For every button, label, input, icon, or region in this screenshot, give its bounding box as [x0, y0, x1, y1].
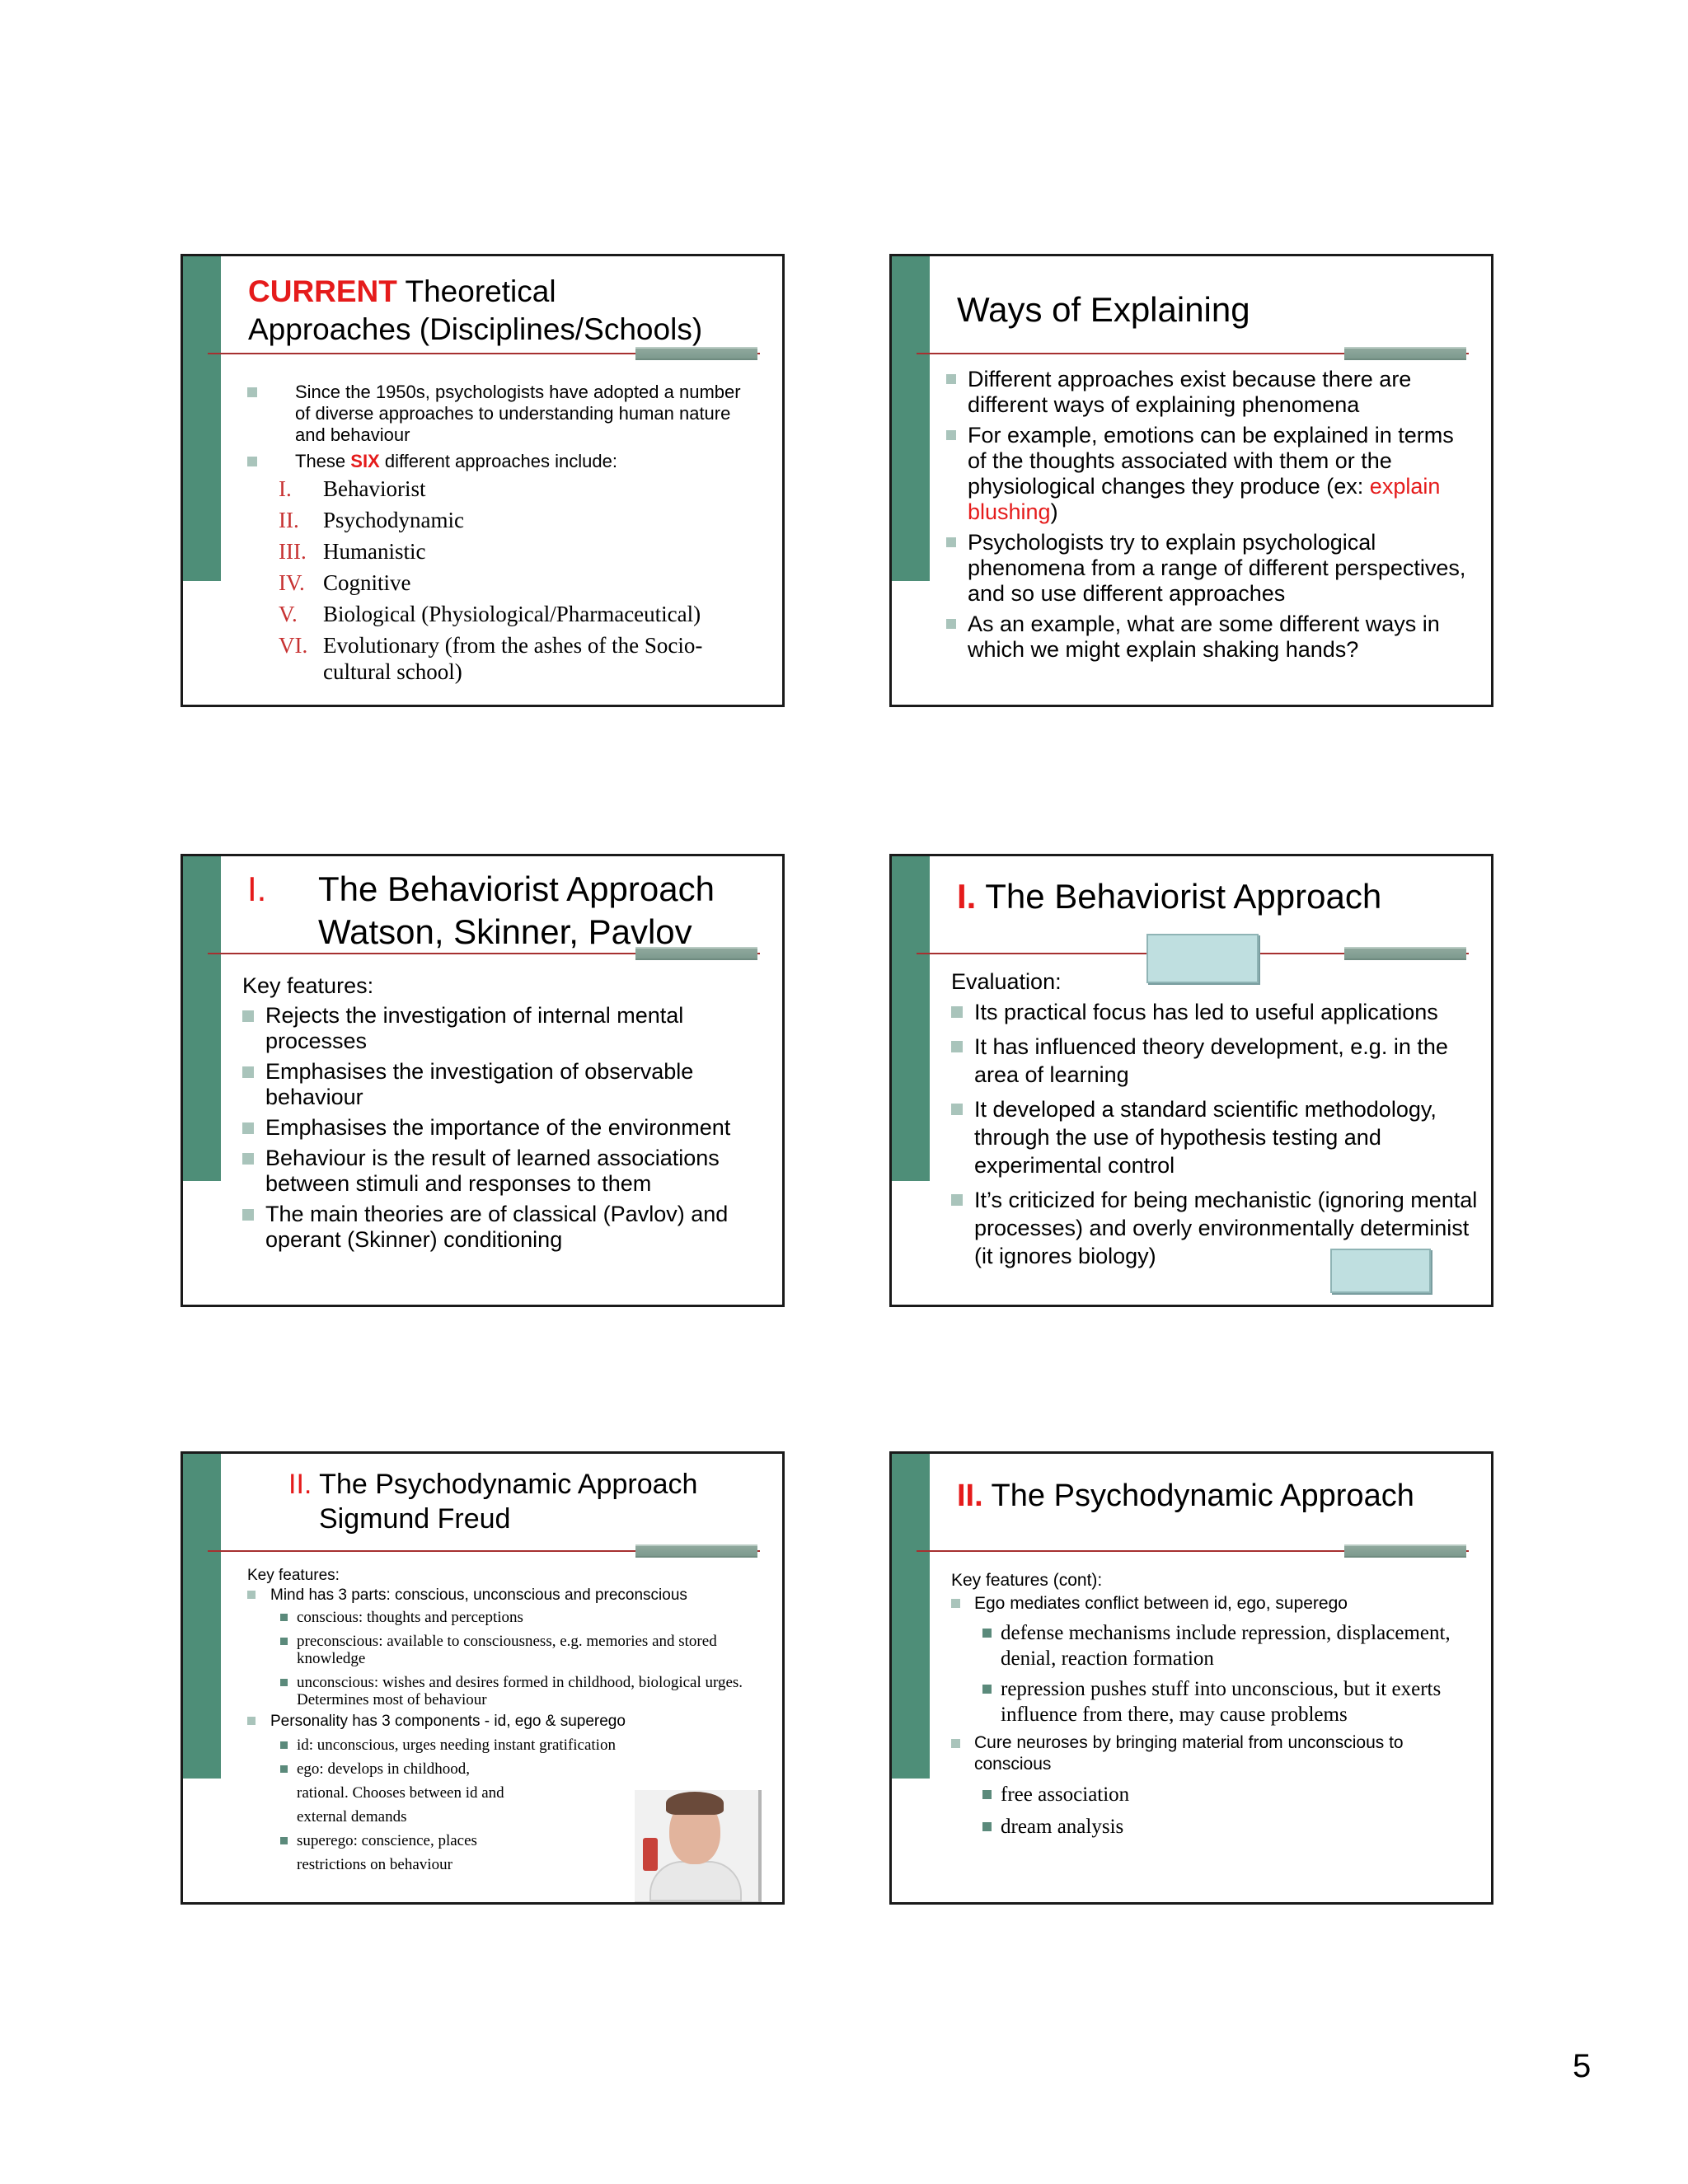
sub-bullet-item: dream analysis	[982, 1814, 1479, 1840]
approach-item: V. Biological (Physiological/Pharmaceutical)	[279, 602, 701, 626]
approach-item: I. Behaviorist	[279, 476, 426, 501]
sub-bullet-item: unconscious: wishes and desires formed in childhood, biological urges. Determines most of behaviour	[280, 1674, 769, 1708]
square-bullet-icon	[280, 1679, 288, 1686]
bullet-item: Personality has 3 components - id, ego & superego	[247, 1712, 769, 1732]
slide-title: I. The Behaviorist Approach Watson, Skinner, Pavlov	[247, 869, 715, 951]
square-bullet-icon	[280, 1765, 288, 1773]
slide-body	[242, 972, 769, 1253]
bullet-item: Ego mediates conflict between id, ego, superego	[951, 1592, 1479, 1615]
square-bullet-icon	[982, 1685, 992, 1694]
key-features-label: Key features (cont):	[951, 1571, 1103, 1590]
slide-title: II. The Psychodynamic Approach Sigmund Freud	[288, 1469, 698, 1535]
square-bullet-icon	[946, 374, 956, 384]
square-bullet-icon	[982, 1790, 992, 1799]
bullet-item: Cure neuroses by bringing material from unconscious to conscious	[951, 1732, 1479, 1775]
bullet-item: Psychologists try to explain psychological phenomena from a range of different perspectives, and so use different approaches	[946, 530, 1478, 607]
square-bullet-icon	[946, 430, 956, 440]
bullet-item: Mind has 3 parts: conscious, unconscious and preconscious	[247, 1586, 769, 1605]
glass-icon	[643, 1838, 658, 1871]
approach-item: II. Psychodynamic	[279, 508, 464, 532]
bullet-item: Its practical focus has led to useful applications	[951, 998, 1479, 1026]
square-bullet-icon	[951, 1739, 960, 1748]
sub-bullet-item: conscious: thoughts and perceptions	[280, 1609, 769, 1626]
slide-accent-bar	[892, 256, 930, 581]
square-bullet-icon	[951, 1104, 963, 1115]
slide-accent-bar	[183, 1454, 221, 1779]
slide-accent-bar	[183, 856, 221, 1181]
slide-title: I. The Behaviorist Approach	[957, 877, 1382, 916]
square-bullet-icon	[982, 1629, 992, 1638]
bullet-item: It developed a standard scientific methodology, through the use of hypothesis testing and experimental control	[951, 1095, 1479, 1179]
slide-title: CURRENT Theoretical Approaches (Disciplines/Schools)	[248, 274, 703, 346]
slide-body	[247, 382, 757, 685]
bullet-item: Since the 1950s, psychologists have adopted a number of diverse approaches to understanding human nature and behaviour	[247, 382, 757, 446]
slide-accent-bar	[183, 256, 221, 581]
square-bullet-icon	[982, 1822, 992, 1831]
square-bullet-icon	[946, 537, 956, 547]
square-bullet-icon	[280, 1741, 288, 1749]
bullet-item: As an example, what are some different ways in which we might explain shaking hands?	[946, 612, 1478, 663]
slide-accent-bar	[892, 856, 930, 1181]
bullet-item: For example, emotions can be explained in terms of the thoughts associated with them or the physiological changes they produce (ex: explain blushing)	[946, 423, 1478, 525]
square-bullet-icon	[951, 1006, 963, 1018]
bullet-item: Rejects the investigation of internal mental processes	[242, 1003, 769, 1054]
slide-psychodynamic-features-cont	[889, 1451, 1493, 1905]
key-features-label: Key features:	[242, 973, 374, 998]
sub-bullet-item: id: unconscious, urges needing instant gratification	[280, 1733, 626, 1757]
square-bullet-icon	[242, 1209, 254, 1221]
square-bullet-icon	[280, 1837, 288, 1844]
approach-item: VI. Evolutionary (from the ashes of the Socio-cultural school)	[279, 633, 703, 684]
title-divider-block	[1344, 1544, 1466, 1558]
square-bullet-icon	[247, 1717, 256, 1725]
key-features-label: Key features:	[247, 1567, 340, 1584]
square-bullet-icon	[951, 1599, 960, 1608]
sigmund-freud-photo	[635, 1790, 762, 1904]
sub-bullet-item: preconscious: available to consciousness, e.g. memories and stored knowledge	[280, 1633, 769, 1667]
square-bullet-icon	[247, 457, 257, 466]
square-bullet-icon	[247, 1591, 256, 1599]
slide-body	[951, 967, 1479, 1270]
shirt-shape	[649, 1861, 742, 1901]
sub-bullet-item: defense mechanisms include repression, displacement, denial, reaction formation	[982, 1620, 1479, 1671]
slide-psychodynamic-features	[181, 1451, 785, 1905]
square-bullet-icon	[951, 1194, 963, 1206]
slide-behaviorist-features	[181, 854, 785, 1307]
sub-bullet-item: free association	[982, 1782, 1479, 1807]
slide-accent-bar	[892, 1454, 930, 1779]
title-divider-block	[1344, 947, 1466, 960]
slide-ways-of-explaining	[889, 254, 1493, 707]
slide-behaviorist-evaluation	[889, 854, 1493, 1307]
slide-body	[951, 1569, 1479, 1840]
square-bullet-icon	[242, 1010, 254, 1022]
hair-shape	[666, 1792, 724, 1815]
square-bullet-icon	[951, 1041, 963, 1052]
approach-item: III. Humanistic	[279, 539, 426, 564]
square-bullet-icon	[946, 619, 956, 629]
sub-bullet-item: superego: conscience, places restrictions on behaviour	[280, 1829, 478, 1877]
bullet-item: Emphasises the importance of the environment	[242, 1115, 769, 1141]
bullet-item: Emphasises the investigation of observable behaviour	[242, 1059, 769, 1110]
bullet-item: These SIX different approaches include:	[247, 451, 757, 472]
square-bullet-icon	[242, 1066, 254, 1078]
approach-item: IV. Cognitive	[279, 570, 411, 595]
square-bullet-icon	[242, 1122, 254, 1134]
square-bullet-icon	[242, 1153, 254, 1165]
evaluation-label: Evaluation:	[951, 969, 1062, 994]
bullet-item: Different approaches exist because there are different ways of explaining phenomena	[946, 367, 1478, 418]
bullet-item: It’s criticized for being mechanistic (ignoring mental processes) and overly environmentally determinist (it ignores biology)	[951, 1186, 1479, 1270]
square-bullet-icon	[280, 1638, 288, 1645]
bullet-item: Behaviour is the result of learned associations between stimuli and responses to them	[242, 1146, 769, 1197]
slide-current-approaches	[181, 254, 785, 707]
slide-body	[946, 367, 1478, 663]
title-divider-block	[1344, 347, 1466, 360]
bullet-item: The main theories are of classical (Pavlov) and operant (Skinner) conditioning	[242, 1202, 769, 1253]
title-divider-block	[635, 347, 757, 360]
slide-title: Ways of Explaining	[957, 290, 1250, 329]
slide-title: II. The Psychodynamic Approach	[957, 1479, 1414, 1513]
page-number: 5	[1573, 2048, 1592, 2084]
sub-bullet-item: repression pushes stuff into unconscious, but it exerts influence from there, may cause problems	[982, 1676, 1479, 1727]
sub-bullet-item: ego: develops in childhood, rational. Chooses between id and external demands	[280, 1757, 511, 1829]
bullet-item: It has influenced theory development, e.g. in the area of learning	[951, 1033, 1479, 1089]
square-bullet-icon	[247, 387, 257, 397]
title-divider-block	[635, 1544, 757, 1558]
square-bullet-icon	[280, 1614, 288, 1621]
